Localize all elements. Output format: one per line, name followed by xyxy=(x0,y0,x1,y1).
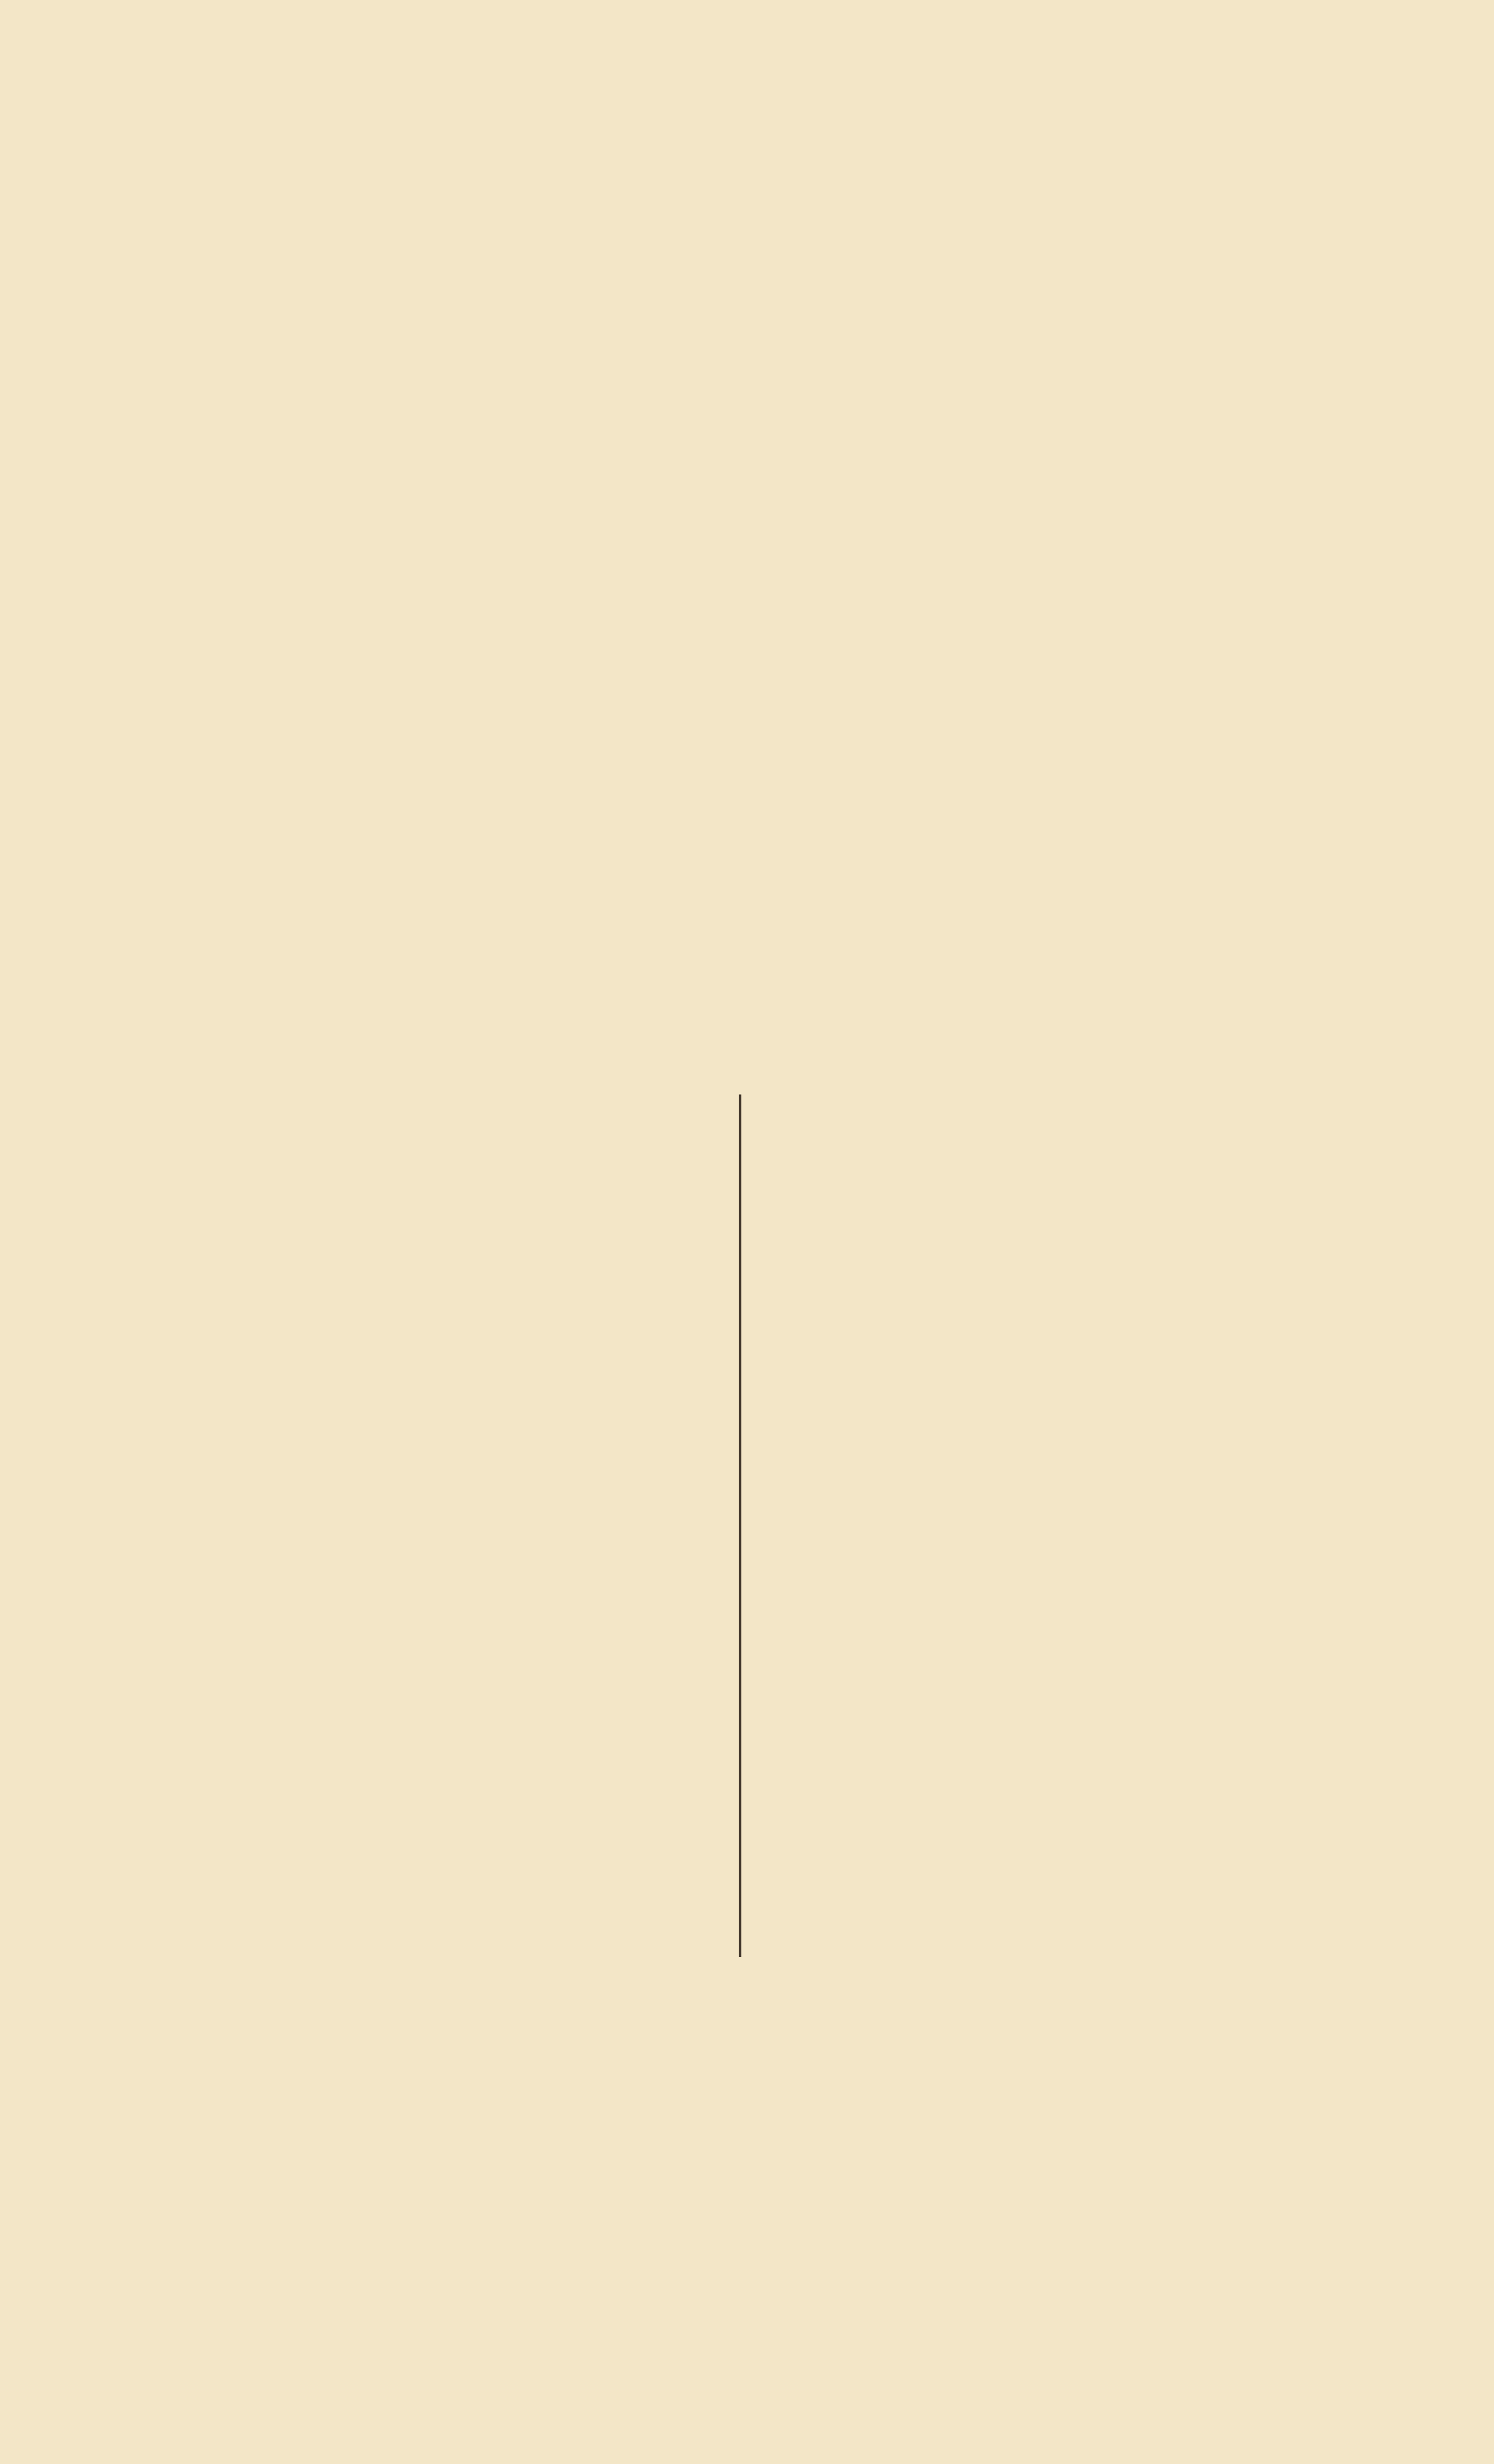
music-score-bottom xyxy=(73,2034,1416,2352)
music-score-top xyxy=(90,187,1424,1099)
column-divider xyxy=(739,1094,741,1957)
